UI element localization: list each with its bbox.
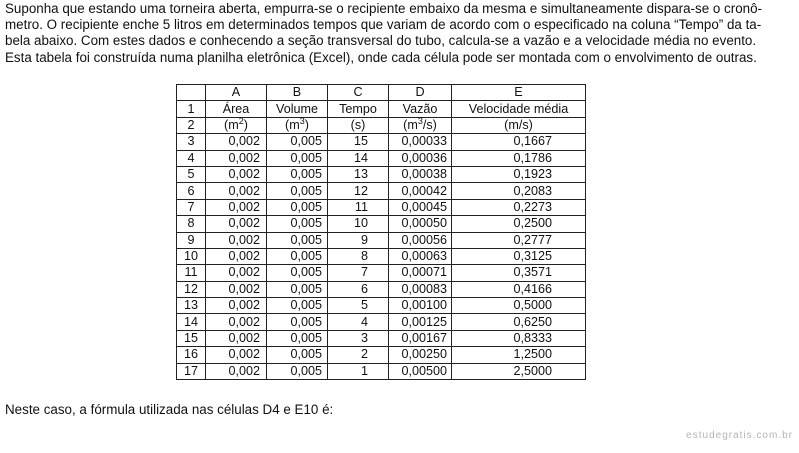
cell-tempo: 8: [328, 248, 389, 264]
cell-area: 0,002: [206, 150, 267, 166]
cell-vazao: 0,00033: [389, 134, 452, 150]
cell-area: 0,002: [206, 314, 267, 330]
table-row: [177, 314, 586, 330]
cell-volume: 0,005: [267, 330, 328, 346]
cell-vazao: 0,00100: [389, 298, 452, 314]
row-number: 13: [177, 298, 206, 314]
question-text: Neste caso, a fórmula utilizada nas células D4 e E10 é:: [5, 402, 334, 417]
row-number: 11: [177, 265, 206, 281]
cell-velocidade: 0,1923: [452, 166, 586, 182]
cell-velocidade: 0,3125: [452, 248, 586, 264]
cell-vazao: 0,00038: [389, 166, 452, 182]
row-number: 17: [177, 363, 206, 379]
header-velocidade: Velocidade média: [452, 101, 586, 117]
cell-volume: 0,005: [267, 248, 328, 264]
spreadsheet-table: [176, 84, 586, 380]
unit-velocidade: (m/s): [452, 117, 586, 133]
cell-area: 0,002: [206, 134, 267, 150]
table-row: [177, 134, 586, 150]
cell-velocidade: 0,6250: [452, 314, 586, 330]
cell-area: 0,002: [206, 281, 267, 297]
cell-tempo: 4: [328, 314, 389, 330]
cell-area: 0,002: [206, 183, 267, 199]
table-row: [177, 265, 586, 281]
table-row: [177, 199, 586, 215]
table-row: [177, 166, 586, 182]
col-letter-d: D: [389, 85, 452, 101]
cell-velocidade: 2,5000: [452, 363, 586, 379]
cell-area: 0,002: [206, 232, 267, 248]
row-number: 10: [177, 248, 206, 264]
cell-volume: 0,005: [267, 199, 328, 215]
header-tempo: Tempo: [328, 101, 389, 117]
cell-volume: 0,005: [267, 314, 328, 330]
cell-tempo: 15: [328, 134, 389, 150]
table-row: [177, 232, 586, 248]
cell-area: 0,002: [206, 199, 267, 215]
cell-tempo: 6: [328, 281, 389, 297]
cell-volume: 0,005: [267, 134, 328, 150]
column-letter-row: [177, 85, 586, 101]
unit-row: [177, 117, 586, 133]
table-row: [177, 363, 586, 379]
row-number: 14: [177, 314, 206, 330]
cell-velocidade: 0,2777: [452, 232, 586, 248]
col-letter-c: C: [328, 85, 389, 101]
cell-velocidade: 0,8333: [452, 330, 586, 346]
cell-volume: 0,005: [267, 216, 328, 232]
row-number: 12: [177, 281, 206, 297]
cell-tempo: 11: [328, 199, 389, 215]
table-row: [177, 347, 586, 363]
cell-vazao: 0,00056: [389, 232, 452, 248]
table-row: [177, 150, 586, 166]
cell-volume: 0,005: [267, 166, 328, 182]
cell-vazao: 0,00045: [389, 199, 452, 215]
header-volume: Volume: [267, 101, 328, 117]
cell-vazao: 0,00500: [389, 363, 452, 379]
cell-volume: 0,005: [267, 232, 328, 248]
row-number: 1: [177, 101, 206, 117]
cell-velocidade: 1,2500: [452, 347, 586, 363]
cell-tempo: 2: [328, 347, 389, 363]
cell-volume: 0,005: [267, 347, 328, 363]
corner-cell: [177, 85, 206, 101]
cell-vazao: 0,00125: [389, 314, 452, 330]
header-vazao: Vazão: [389, 101, 452, 117]
col-letter-b: B: [267, 85, 328, 101]
col-letter-a: A: [206, 85, 267, 101]
row-number: 3: [177, 134, 206, 150]
site-watermark: estudegratis.com.br: [686, 430, 793, 441]
row-number: 4: [177, 150, 206, 166]
table-row: [177, 183, 586, 199]
cell-vazao: 0,00050: [389, 216, 452, 232]
intro-line: Esta tabela foi construída numa planilha eletrônica (Excel), onde cada célula pode ser montada com o envolvimento de outras.: [5, 49, 757, 65]
cell-volume: 0,005: [267, 183, 328, 199]
cell-tempo: 5: [328, 298, 389, 314]
cell-area: 0,002: [206, 363, 267, 379]
cell-velocidade: 0,2500: [452, 216, 586, 232]
cell-tempo: 7: [328, 265, 389, 281]
table-row: [177, 330, 586, 346]
cell-vazao: 0,00167: [389, 330, 452, 346]
row-number: 9: [177, 232, 206, 248]
cell-vazao: 0,00071: [389, 265, 452, 281]
cell-volume: 0,005: [267, 265, 328, 281]
cell-velocidade: 0,2273: [452, 199, 586, 215]
row-number: 2: [177, 117, 206, 133]
table-row: [177, 281, 586, 297]
table-row: [177, 298, 586, 314]
col-letter-e: E: [452, 85, 586, 101]
cell-area: 0,002: [206, 330, 267, 346]
cell-tempo: 10: [328, 216, 389, 232]
cell-tempo: 14: [328, 150, 389, 166]
cell-tempo: 12: [328, 183, 389, 199]
cell-vazao: 0,00036: [389, 150, 452, 166]
intro-paragraph: [5, 1, 795, 66]
row-number: 7: [177, 199, 206, 215]
cell-area: 0,002: [206, 248, 267, 264]
row-number: 5: [177, 166, 206, 182]
row-number: 6: [177, 183, 206, 199]
cell-area: 0,002: [206, 166, 267, 182]
unit-tempo: (s): [328, 117, 389, 133]
cell-tempo: 3: [328, 330, 389, 346]
cell-tempo: 13: [328, 166, 389, 182]
row-number: 8: [177, 216, 206, 232]
intro-line: bela abaixo. Com estes dados e conhecendo a seção transversal do tubo, calcula-se a vazão e a velocidade média no evento.: [5, 33, 757, 49]
cell-velocidade: 0,1786: [452, 150, 586, 166]
cell-area: 0,002: [206, 216, 267, 232]
cell-vazao: 0,00250: [389, 347, 452, 363]
cell-volume: 0,005: [267, 363, 328, 379]
cell-velocidade: 0,1667: [452, 134, 586, 150]
cell-velocidade: 0,3571: [452, 265, 586, 281]
header-area: Área: [206, 101, 267, 117]
intro-line: metro. O recipiente enche 5 litros em determinados tempos que variam de acordo com o especificado na coluna “Tempo” da ta-: [5, 17, 762, 33]
unit-vazao: $(m^3/s)$: [389, 117, 452, 133]
cell-velocidade: 0,5000: [452, 298, 586, 314]
cell-tempo: 9: [328, 232, 389, 248]
cell-velocidade: 0,4166: [452, 281, 586, 297]
cell-area: 0,002: [206, 298, 267, 314]
cell-vazao: 0,00063: [389, 248, 452, 264]
cell-volume: 0,005: [267, 281, 328, 297]
cell-volume: 0,005: [267, 298, 328, 314]
table-row: [177, 216, 586, 232]
cell-vazao: 0,00042: [389, 183, 452, 199]
cell-volume: 0,005: [267, 150, 328, 166]
cell-area: 0,002: [206, 265, 267, 281]
row-number: 15: [177, 330, 206, 346]
unit-area: $(m^2)$: [206, 117, 267, 133]
table-row: [177, 248, 586, 264]
cell-velocidade: 0,2083: [452, 183, 586, 199]
cell-tempo: 1: [328, 363, 389, 379]
intro-line: Suponha que estando uma torneira aberta, empurra-se o recipiente embaixo da mesma e simultaneamente dispara-se o cronô-: [5, 1, 762, 16]
cell-area: 0,002: [206, 347, 267, 363]
unit-volume: $(m^3)$: [267, 117, 328, 133]
cell-vazao: 0,00083: [389, 281, 452, 297]
row-number: 16: [177, 347, 206, 363]
